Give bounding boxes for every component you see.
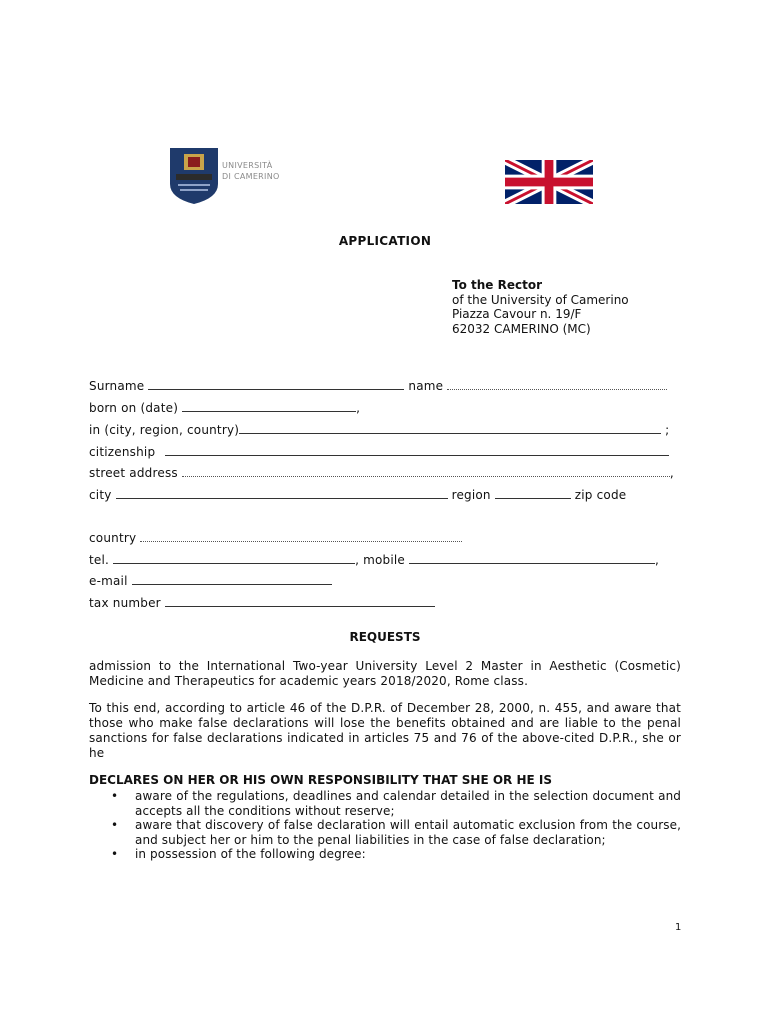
citizenship-blank[interactable]	[165, 443, 669, 456]
requests-heading: REQUESTS	[349, 630, 421, 644]
email-label: e-mail	[89, 574, 128, 588]
email-row	[89, 572, 332, 588]
tax-number-row	[89, 594, 435, 610]
citizenship-row	[89, 443, 669, 459]
born-on-comma: ,	[356, 401, 361, 415]
declaration-item: • in possession of the following degree:	[89, 847, 681, 862]
surname-row	[89, 377, 667, 393]
born-on-blank[interactable]	[182, 399, 356, 412]
mobile-blank[interactable]	[409, 551, 655, 564]
recipient-address	[452, 278, 629, 336]
city-blank[interactable]	[116, 486, 448, 499]
tax-number-label: tax number	[89, 596, 161, 610]
recipient-line: 62032 CAMERINO (MC)	[452, 321, 591, 336]
country-row	[89, 529, 462, 545]
declaration-item: • aware that discovery of false declaration will entail automatic exclusion from the course, and subject her or him to the penal liabilities in the case of false declaration;	[89, 818, 681, 847]
birthplace-semicolon: ;	[665, 423, 670, 437]
tel-label: tel.	[89, 553, 110, 567]
tax-number-blank[interactable]	[165, 594, 435, 607]
uk-flag-icon	[505, 160, 593, 204]
birthplace-label: in (city, region, country)	[89, 423, 240, 437]
surname-blank[interactable]	[148, 377, 404, 390]
mobile-comma: ,	[655, 553, 660, 567]
region-blank[interactable]	[495, 486, 571, 499]
university-seal-logo	[168, 146, 220, 206]
declarations-list	[89, 789, 681, 862]
born-on-row	[89, 399, 360, 415]
surname-label: Surname	[89, 379, 145, 393]
country-label: country	[89, 531, 137, 545]
region-label: region	[451, 488, 491, 502]
admission-paragraph: admission to the International Two-year University Level 2 Master in Aesthetic (Cosmetic) Medicine and Therapeutics for academic years 2018/2020, Rome class.	[89, 659, 681, 688]
declares-heading: DECLARES ON HER OR HIS OWN RESPONSIBILITY THAT SHE OR HE IS	[89, 773, 552, 787]
email-blank[interactable]	[132, 572, 332, 585]
page-number: 1	[675, 922, 682, 933]
street-address-row	[89, 464, 674, 480]
name-blank[interactable]	[447, 377, 667, 390]
street-address-label: street address	[89, 466, 178, 480]
name-label: name	[408, 379, 444, 393]
street-address-blank[interactable]	[182, 464, 670, 477]
citizenship-label: citizenship	[89, 445, 156, 459]
article-paragraph: To this end, according to article 46 of the D.P.R. of December 28, 2000, n. 455, and aware that those who make false declarations will lose the benefits obtained and are liable to the penal sanctions for false declarations indicated in articles 75 and 76 of the above-cited D.P.R., she or he	[89, 701, 681, 760]
street-address-comma: ,	[669, 466, 674, 480]
recipient-line: To the Rector	[452, 278, 542, 292]
zip-code-label: zip code	[574, 488, 627, 502]
phone-row	[89, 551, 659, 567]
university-logo-wordmark: UNIVERSITÀ DI CAMERINO	[222, 161, 280, 181]
born-on-label: born on (date)	[89, 401, 179, 415]
city-label: city	[89, 488, 112, 502]
tel-blank[interactable]	[113, 551, 355, 564]
declaration-item: • aware of the regulations, deadlines and calendar detailed in the selection document and accepts all the conditions without reserve;	[89, 789, 681, 818]
recipient-line: of the University of Camerino	[452, 292, 629, 307]
country-blank[interactable]	[140, 529, 462, 542]
birthplace-blank[interactable]	[239, 421, 661, 434]
mobile-label: , mobile	[355, 553, 405, 567]
birthplace-row	[89, 421, 669, 437]
city-row	[89, 486, 626, 502]
document-title: APPLICATION	[338, 234, 432, 248]
recipient-line: Piazza Cavour n. 19/F	[452, 307, 582, 322]
